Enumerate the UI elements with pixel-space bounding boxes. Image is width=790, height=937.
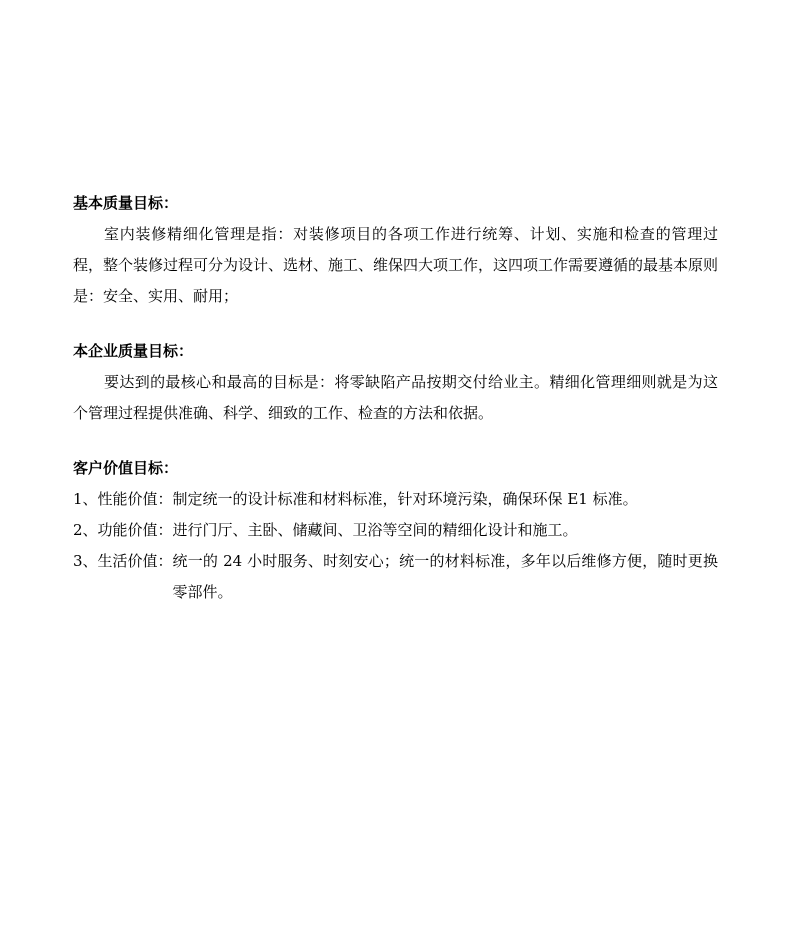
section-heading-basic-quality: 基本质量目标： [73,194,179,212]
list-item [73,546,718,608]
section-heading-customer-value: 客户价值目标： [73,459,179,477]
section-spacer [73,312,718,336]
section-spacer [73,429,718,453]
document-body [73,188,718,608]
customer-value-list [73,484,718,608]
section-heading-company-quality: 本企业质量目标： [73,342,194,360]
list-item-label: 1、性能价值： [73,490,173,508]
list-item-text: 统一的 24 小时服务、时刻安心；统一的材料标准，多年以后维修方便，随时更换零部件。 [172,552,718,601]
list-item-text: 进行门厅、主卧、储藏间、卫浴等空间的精细化设计和施工。 [172,521,578,539]
list-item [73,515,718,546]
list-item-text: 制定统一的设计标准和材料标准，针对环境污染，确保环保 E1 标准。 [172,490,638,508]
section-paragraph-basic-quality: 室内装修精细化管理是指：对装修项目的各项工作进行统筹、计划、实施和检查的管理过程，整个装修过程可分为设计、选材、施工、维保四大项工作，这四项工作需要遵循的最基本原则是：安全、实用、耐用； [73,225,719,305]
list-item-label: 3、生活价值： [73,552,173,570]
section-paragraph-company-quality: 要达到的最核心和最高的目标是：将零缺陷产品按期交付给业主。精细化管理细则就是为这个管理过程提供准确、科学、细致的工作、检查的方法和依据。 [73,373,718,422]
list-item [73,484,718,515]
list-item-label: 2、功能价值： [73,521,173,539]
